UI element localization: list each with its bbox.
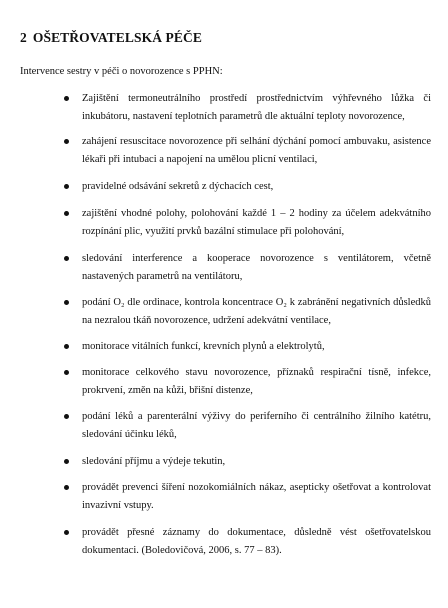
bullet-icon [64,414,69,419]
intro-paragraph: Intervence sestry v péči o novorozence s PPHN: [20,66,223,77]
bullet-icon [64,184,69,189]
bullet-icon [64,139,69,144]
bullet-icon [64,344,69,349]
bullet-icon [64,300,69,305]
bullet-icon [64,370,69,375]
section-number: 2 [20,30,27,45]
list-item-text: zahájení resuscitace novorozence při selhání dýchání pomocí ambuvaku, asistence lékaři při intubaci a napojení na umělou plicní ventilaci, [82,136,431,165]
bullet-icon [64,459,69,464]
list-item-text: provádět přesné záznamy do dokumentace, důsledně vést ošetřovatelskou dokumentaci. (Boledovičová, 2006, s. 77 – 83). [82,527,431,556]
list-item-text: provádět prevenci šíření nozokomiálních nákaz, asepticky ošetřovat a kontrolovat invazivní vstupy. [82,482,431,511]
list-item-text: Zajištění termoneutrálního prostředí prostřednictvím výhřevného lůžka či inkubátoru, nastavení teplotních parametrů dle aktuální teploty novorozence, [82,93,431,122]
bullet-icon [64,256,69,261]
bullet-icon [64,96,69,101]
bullet-icon [64,211,69,216]
list-item-text: podání O₂ dle ordinace, kontrola koncentrace O₂ k zabránění negativních důsledků na nezralou tkáň novorozence, udržení adekvátní ventilace, [82,297,431,326]
list-item-text: sledování interference a kooperace novorozence s ventilátorem, včetně nastavených parametrů na ventilátoru, [82,253,431,282]
bullet-icon [64,485,69,490]
section-heading [20,30,202,46]
list-item-text: podání léků a parenterální výživy do periferního či centrálního žilního katétru, sledování účinku léků, [82,411,431,440]
list-item-text: pravidelné odsávání sekretů z dýchacích cest, [82,181,274,192]
list-item-text: sledování příjmu a výdeje tekutin, [82,456,226,467]
list-item-text: zajištění vhodné polohy, polohování každé 1 – 2 hodiny za účelem adekvátního rozpínání plic, využití prvků bazální stimulace při polohování, [82,208,431,237]
bullet-icon [64,530,69,535]
section-title: OŠETŘOVATELSKÁ PÉČE [32,30,202,45]
list-item-text: monitorace celkového stavu novorozence, příznaků respirační tísně, infekce, prokrvení, změn na kůži, břišní distenze, [82,367,431,396]
list-item-text: monitorace vitálních funkcí, krevních plynů a elektrolytů, [82,341,325,352]
